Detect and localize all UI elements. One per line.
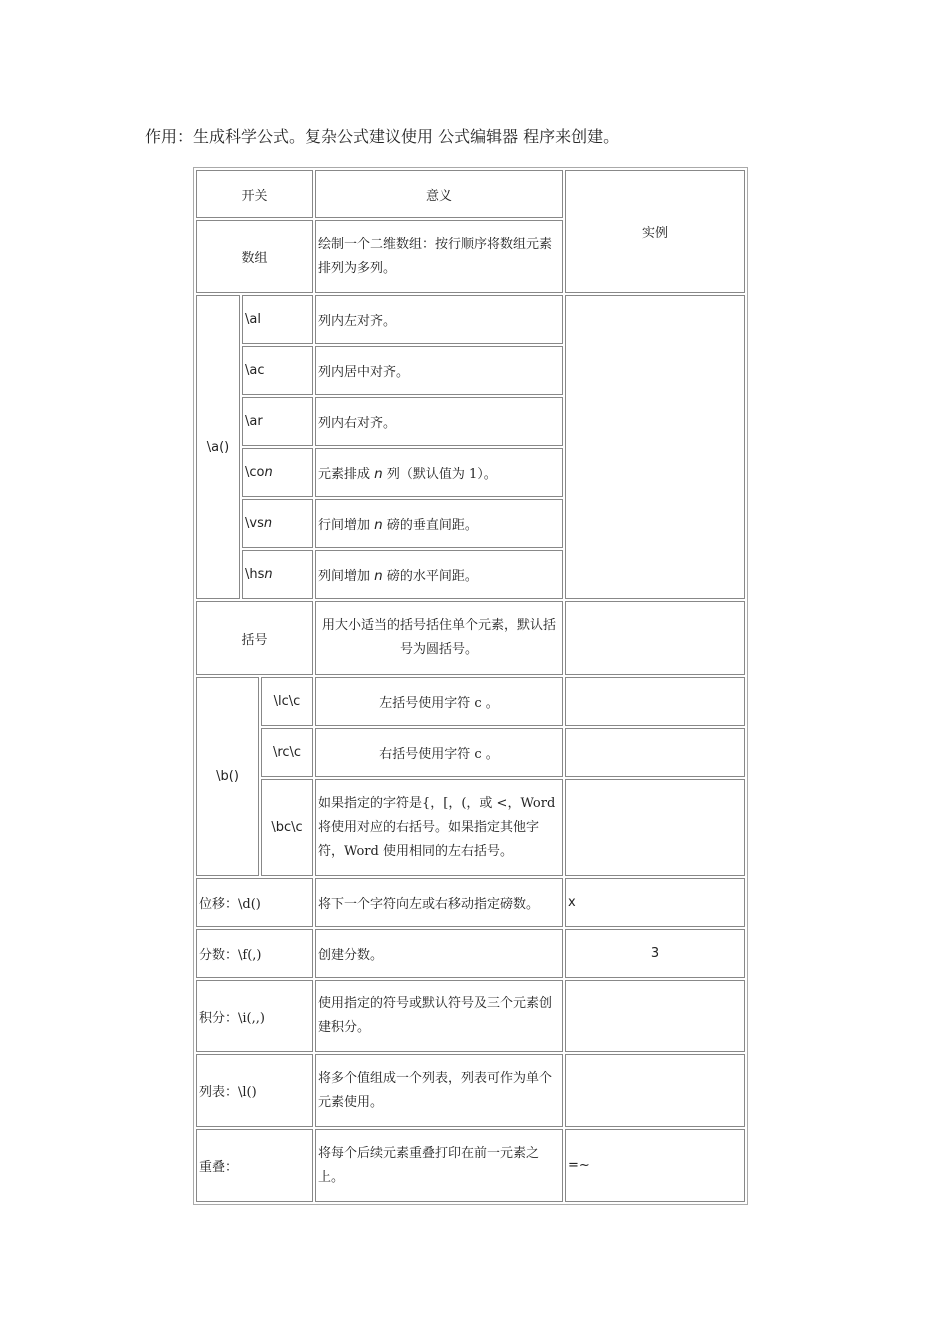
- array-option-desc: 元素排成 n 列（默认值为 1）。: [315, 448, 563, 497]
- row-desc: 将多个值组成一个列表，列表可作为单个元素使用。: [315, 1054, 563, 1127]
- row-example: [565, 1054, 745, 1127]
- bracket-desc: 用大小适当的括号括住单个元素，默认括号为圆括号。: [315, 601, 563, 675]
- bracket-option-desc: 如果指定的字符是{，[，(，或 <，Word 将使用对应的右括号。如果指定其他字符，Word 使用相同的左右括号。: [315, 779, 563, 876]
- array-desc: 绘制一个二维数组：按行顺序将数组元素排列为多列。: [315, 220, 563, 293]
- row-label: 位移：\d(): [196, 878, 313, 927]
- array-option-name: \ar: [242, 397, 313, 446]
- bracket-command: \b(): [196, 677, 259, 876]
- array-option-desc: 列内居中对齐。: [315, 346, 563, 395]
- row-example: x: [565, 878, 745, 927]
- array-option-name: \ac: [242, 346, 313, 395]
- bracket-option-desc: 右括号使用字符 c 。: [315, 728, 563, 777]
- row-label: 分数：\f(,): [196, 929, 313, 978]
- intro-text: 作用：生成科学公式。复杂公式建议使用 公式编辑器 程序来创建。: [145, 127, 620, 146]
- bracket-example-cell: [565, 677, 745, 726]
- header-switch: 开关: [196, 170, 313, 218]
- row-desc: 将每个后续元素重叠打印在前一元素之上。: [315, 1129, 563, 1202]
- array-option-desc: 行间增加 n 磅的垂直间距。: [315, 499, 563, 548]
- header-example: 实例: [565, 170, 745, 293]
- row-label: 重叠：: [196, 1129, 313, 1202]
- row-example: 3: [565, 929, 745, 978]
- array-option-name: \con: [242, 448, 313, 497]
- row-label: 列表：\l(): [196, 1054, 313, 1127]
- row-desc: 将下一个字符向左或右移动指定磅数。: [315, 878, 563, 927]
- array-example-cell: [565, 295, 745, 599]
- array-option-desc: 列内左对齐。: [315, 295, 563, 344]
- bracket-option-name: \rc\c: [261, 728, 313, 777]
- row-example: [565, 980, 745, 1052]
- array-option-name: \al: [242, 295, 313, 344]
- array-option-name: \hsn: [242, 550, 313, 599]
- array-option-desc: 列内右对齐。: [315, 397, 563, 446]
- row-desc: 创建分数。: [315, 929, 563, 978]
- row-desc: 使用指定的符号或默认符号及三个元素创建积分。: [315, 980, 563, 1052]
- bracket-option-name: \bc\c: [261, 779, 313, 876]
- array-label: 数组: [196, 220, 313, 293]
- field-switch-table: [193, 167, 748, 1205]
- bracket-label: 括号: [196, 601, 313, 675]
- bracket-example-cell: [565, 601, 745, 675]
- array-command: \a(): [196, 295, 240, 599]
- bracket-option-desc: 左括号使用字符 c 。: [315, 677, 563, 726]
- array-option-name: \vsn: [242, 499, 313, 548]
- row-label: 积分：\i(,,): [196, 980, 313, 1052]
- bracket-option-name: \lc\c: [261, 677, 313, 726]
- header-meaning: 意义: [315, 170, 563, 218]
- bracket-example-cell: [565, 728, 745, 777]
- row-example: =~: [565, 1129, 745, 1202]
- array-option-desc: 列间增加 n 磅的水平间距。: [315, 550, 563, 599]
- bracket-example-cell: [565, 779, 745, 876]
